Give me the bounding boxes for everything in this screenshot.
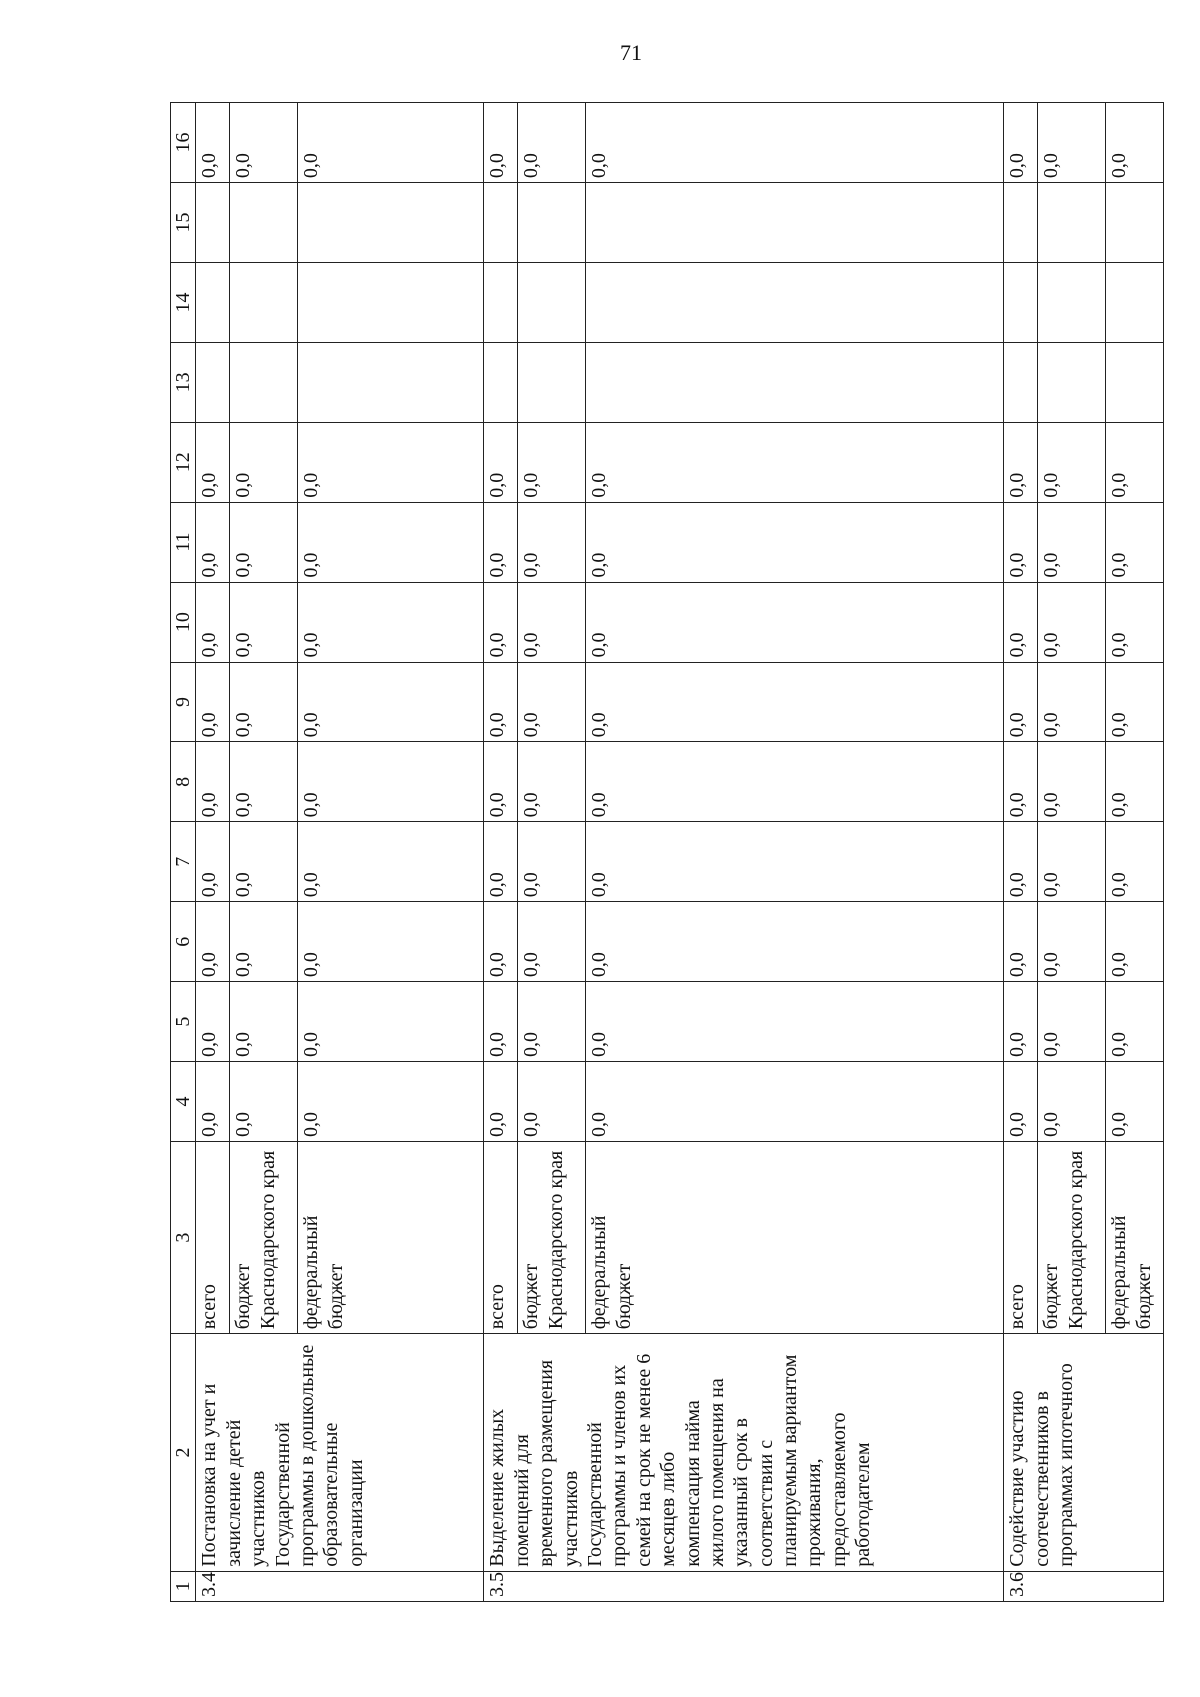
value-cell-col-10: 0,0 <box>196 582 230 662</box>
value-cell-col-8: 0,0 <box>298 742 484 822</box>
value-cell-col-16: 0,0 <box>1004 103 1038 183</box>
column-header-7: 7 <box>171 822 196 902</box>
value-cell-col-4: 0,0 <box>298 1062 484 1142</box>
value-cell-col-8: 0,0 <box>1106 742 1164 822</box>
value-cell-col-10: 0,0 <box>518 582 586 662</box>
value-cell-col-9: 0,0 <box>1106 662 1164 742</box>
value-cell-col-12: 0,0 <box>1038 422 1106 502</box>
value-cell-col-9: 0,0 <box>230 662 298 742</box>
value-cell-col-13 <box>1106 342 1164 422</box>
column-header-1: 1 <box>171 1571 196 1601</box>
value-cell-col-5: 0,0 <box>196 982 230 1062</box>
value-cell-col-15 <box>1004 183 1038 263</box>
value-cell-col-12: 0,0 <box>298 422 484 502</box>
value-cell-col-7: 0,0 <box>298 822 484 902</box>
value-cell-col-13 <box>484 342 518 422</box>
value-cell-col-5: 0,0 <box>1004 982 1038 1062</box>
value-cell-col-7: 0,0 <box>1038 822 1106 902</box>
column-header-9: 9 <box>171 662 196 742</box>
value-cell-col-10: 0,0 <box>484 582 518 662</box>
value-cell-col-14 <box>518 262 586 342</box>
value-cell-col-4: 0,0 <box>586 1062 1004 1142</box>
funding-source-label: федеральный бюджет <box>1106 1141 1164 1333</box>
value-cell-col-15 <box>230 183 298 263</box>
value-cell-col-5: 0,0 <box>586 982 1004 1062</box>
value-cell-col-13 <box>586 342 1004 422</box>
value-cell-col-9: 0,0 <box>586 662 1004 742</box>
value-cell-col-11: 0,0 <box>518 502 586 582</box>
value-cell-col-11: 0,0 <box>196 502 230 582</box>
value-cell-col-7: 0,0 <box>1004 822 1038 902</box>
header-row <box>171 103 196 1602</box>
section-title: Содействие участию соотечественников в программах ипотечного <box>1004 1334 1164 1572</box>
table-row <box>484 103 518 1602</box>
table-wrapper <box>170 102 1155 1602</box>
value-cell-col-16: 0,0 <box>298 103 484 183</box>
value-cell-col-6: 0,0 <box>1106 902 1164 982</box>
value-cell-col-14 <box>298 262 484 342</box>
value-cell-col-9: 0,0 <box>1038 662 1106 742</box>
value-cell-col-13 <box>1004 342 1038 422</box>
value-cell-col-5: 0,0 <box>1038 982 1106 1062</box>
value-cell-col-10: 0,0 <box>230 582 298 662</box>
funding-source-label: федеральный бюджет <box>298 1141 484 1333</box>
column-header-15: 15 <box>171 183 196 263</box>
funding-source-label: бюджет Краснодарского края <box>1038 1141 1106 1333</box>
value-cell-col-4: 0,0 <box>196 1062 230 1142</box>
value-cell-col-9: 0,0 <box>518 662 586 742</box>
value-cell-col-13 <box>230 342 298 422</box>
value-cell-col-12: 0,0 <box>1106 422 1164 502</box>
value-cell-col-6: 0,0 <box>518 902 586 982</box>
value-cell-col-14 <box>1004 262 1038 342</box>
section-number: 3.6 <box>1004 1571 1164 1601</box>
column-header-16: 16 <box>171 103 196 183</box>
value-cell-col-5: 0,0 <box>1106 982 1164 1062</box>
column-header-10: 10 <box>171 582 196 662</box>
value-cell-col-4: 0,0 <box>1004 1062 1038 1142</box>
value-cell-col-5: 0,0 <box>230 982 298 1062</box>
section-number: 3.5 <box>484 1571 1004 1601</box>
value-cell-col-11: 0,0 <box>1004 502 1038 582</box>
value-cell-col-10: 0,0 <box>1106 582 1164 662</box>
value-cell-col-8: 0,0 <box>1004 742 1038 822</box>
value-cell-col-4: 0,0 <box>230 1062 298 1142</box>
column-header-8: 8 <box>171 742 196 822</box>
value-cell-col-15 <box>196 183 230 263</box>
value-cell-col-8: 0,0 <box>196 742 230 822</box>
value-cell-col-13 <box>298 342 484 422</box>
funding-source-label: всего <box>196 1141 230 1333</box>
value-cell-col-4: 0,0 <box>484 1062 518 1142</box>
value-cell-col-7: 0,0 <box>1106 822 1164 902</box>
value-cell-col-8: 0,0 <box>484 742 518 822</box>
value-cell-col-9: 0,0 <box>196 662 230 742</box>
value-cell-col-6: 0,0 <box>298 902 484 982</box>
value-cell-col-12: 0,0 <box>196 422 230 502</box>
value-cell-col-12: 0,0 <box>586 422 1004 502</box>
value-cell-col-4: 0,0 <box>1038 1062 1106 1142</box>
value-cell-col-14 <box>196 262 230 342</box>
value-cell-col-16: 0,0 <box>196 103 230 183</box>
value-cell-col-5: 0,0 <box>484 982 518 1062</box>
value-cell-col-11: 0,0 <box>298 502 484 582</box>
page-number: 71 <box>620 40 642 65</box>
column-header-6: 6 <box>171 902 196 982</box>
value-cell-col-11: 0,0 <box>484 502 518 582</box>
value-cell-col-9: 0,0 <box>484 662 518 742</box>
value-cell-col-5: 0,0 <box>298 982 484 1062</box>
section-title: Выделение жилых помещений для временного размещения участников Государственной программы и членов их семей на срок не менее 6 месяцев либо компенсация найма жилого помещения на указанный срок в соответствии с планируемым вариантом проживания, предоставляемого работодателем <box>484 1334 1004 1572</box>
value-cell-col-11: 0,0 <box>586 502 1004 582</box>
column-header-12: 12 <box>171 422 196 502</box>
value-cell-col-12: 0,0 <box>1004 422 1038 502</box>
value-cell-col-16: 0,0 <box>518 103 586 183</box>
value-cell-col-10: 0,0 <box>586 582 1004 662</box>
value-cell-col-14 <box>230 262 298 342</box>
value-cell-col-6: 0,0 <box>196 902 230 982</box>
value-cell-col-13 <box>1038 342 1106 422</box>
value-cell-col-14 <box>484 262 518 342</box>
column-header-4: 4 <box>171 1062 196 1142</box>
value-cell-col-15 <box>1038 183 1106 263</box>
value-cell-col-15 <box>586 183 1004 263</box>
value-cell-col-4: 0,0 <box>518 1062 586 1142</box>
value-cell-col-5: 0,0 <box>518 982 586 1062</box>
value-cell-col-16: 0,0 <box>586 103 1004 183</box>
value-cell-col-15 <box>298 183 484 263</box>
value-cell-col-13 <box>518 342 586 422</box>
table-row <box>196 103 230 1602</box>
column-header-2: 2 <box>171 1334 196 1572</box>
value-cell-col-15 <box>484 183 518 263</box>
value-cell-col-9: 0,0 <box>1004 662 1038 742</box>
value-cell-col-11: 0,0 <box>230 502 298 582</box>
value-cell-col-15 <box>518 183 586 263</box>
value-cell-col-10: 0,0 <box>298 582 484 662</box>
value-cell-col-12: 0,0 <box>484 422 518 502</box>
value-cell-col-14 <box>1038 262 1106 342</box>
value-cell-col-12: 0,0 <box>230 422 298 502</box>
column-header-13: 13 <box>171 342 196 422</box>
value-cell-col-4: 0,0 <box>1106 1062 1164 1142</box>
value-cell-col-7: 0,0 <box>484 822 518 902</box>
value-cell-col-7: 0,0 <box>196 822 230 902</box>
column-header-5: 5 <box>171 982 196 1062</box>
value-cell-col-16: 0,0 <box>230 103 298 183</box>
section-number: 3.4 <box>196 1571 484 1601</box>
value-cell-col-6: 0,0 <box>586 902 1004 982</box>
value-cell-col-10: 0,0 <box>1038 582 1106 662</box>
value-cell-col-8: 0,0 <box>586 742 1004 822</box>
value-cell-col-6: 0,0 <box>484 902 518 982</box>
budget-table <box>170 102 1164 1602</box>
value-cell-col-15 <box>1106 183 1164 263</box>
funding-source-label: бюджет Краснодарского края <box>230 1141 298 1333</box>
value-cell-col-6: 0,0 <box>1038 902 1106 982</box>
value-cell-col-10: 0,0 <box>1004 582 1038 662</box>
funding-source-label: бюджет Краснодарского края <box>518 1141 586 1333</box>
value-cell-col-6: 0,0 <box>230 902 298 982</box>
funding-source-label: всего <box>484 1141 518 1333</box>
value-cell-col-14 <box>1106 262 1164 342</box>
column-header-3: 3 <box>171 1141 196 1333</box>
value-cell-col-16: 0,0 <box>1106 103 1164 183</box>
funding-source-label: федеральный бюджет <box>586 1141 1004 1333</box>
value-cell-col-13 <box>196 342 230 422</box>
table-row <box>1004 103 1038 1602</box>
value-cell-col-7: 0,0 <box>230 822 298 902</box>
column-header-11: 11 <box>171 502 196 582</box>
value-cell-col-8: 0,0 <box>518 742 586 822</box>
section-title: Постановка на учет и зачисление детей участников Государственной программы в дошкольные образовательные организации <box>196 1334 484 1572</box>
value-cell-col-11: 0,0 <box>1038 502 1106 582</box>
value-cell-col-16: 0,0 <box>1038 103 1106 183</box>
value-cell-col-7: 0,0 <box>518 822 586 902</box>
funding-source-label: всего <box>1004 1141 1038 1333</box>
value-cell-col-11: 0,0 <box>1106 502 1164 582</box>
value-cell-col-8: 0,0 <box>230 742 298 822</box>
value-cell-col-16: 0,0 <box>484 103 518 183</box>
value-cell-col-14 <box>586 262 1004 342</box>
value-cell-col-6: 0,0 <box>1004 902 1038 982</box>
column-header-14: 14 <box>171 262 196 342</box>
value-cell-col-12: 0,0 <box>518 422 586 502</box>
value-cell-col-9: 0,0 <box>298 662 484 742</box>
value-cell-col-8: 0,0 <box>1038 742 1106 822</box>
value-cell-col-7: 0,0 <box>586 822 1004 902</box>
